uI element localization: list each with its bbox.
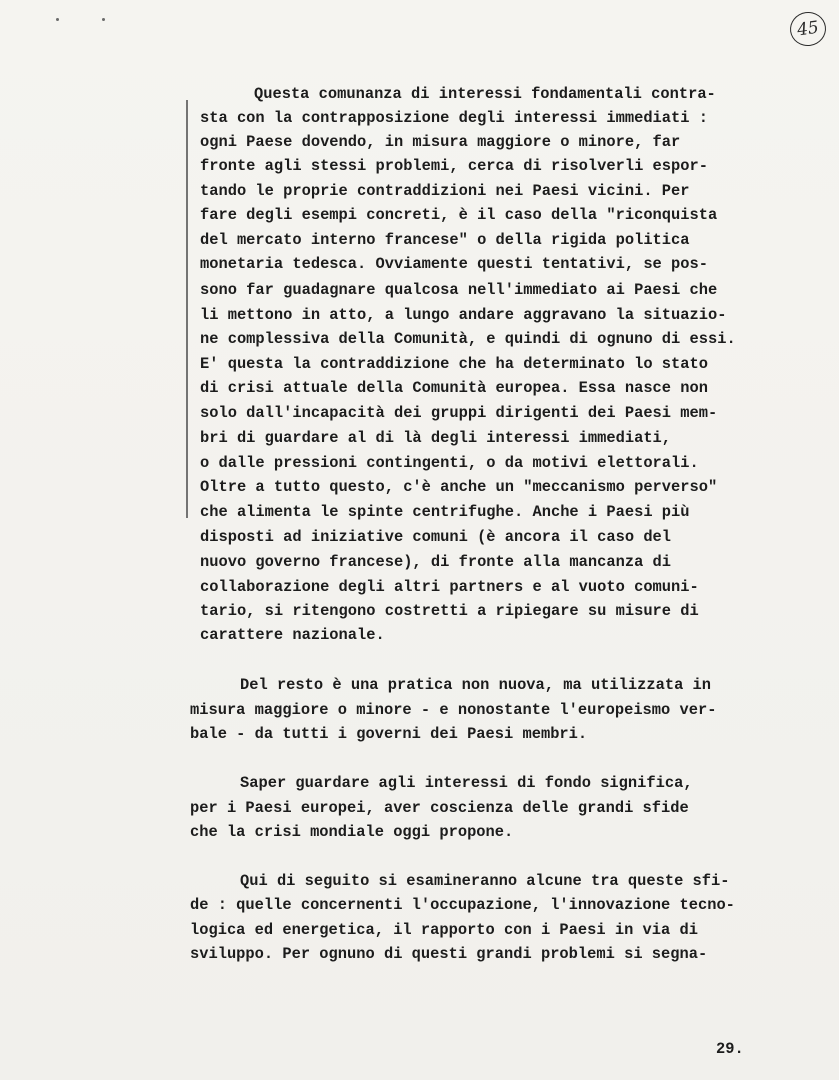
text-line: solo dall'incapacità dei gruppi dirigenti dei Paesi mem- [200, 404, 718, 422]
text-line: Questa comunanza di interessi fondamentali contra- [254, 85, 716, 103]
scan-speck [102, 18, 105, 21]
text-line: Saper guardare agli interessi di fondo significa, [240, 774, 693, 792]
text-line: misura maggiore o minore - e nonostante l'europeismo ver- [190, 701, 717, 719]
margin-mark [186, 100, 188, 518]
text-line: ne complessiva della Comunità, e quindi di ognuno di essi. [200, 330, 736, 348]
text-line: Qui di seguito si esamineranno alcune tra queste sfi- [240, 872, 730, 890]
text-line: che alimenta le spinte centrifughe. Anche i Paesi più [200, 503, 690, 521]
text-line: nuovo governo francese), di fronte alla mancanza di [200, 553, 672, 571]
text-line: li mettono in atto, a lungo andare aggravano la situazio- [200, 306, 727, 324]
text-line: ogni Paese dovendo, in misura maggiore o minore, far [200, 133, 681, 151]
text-line: che la crisi mondiale oggi propone. [190, 823, 514, 841]
text-line: disposti ad iniziative comuni (è ancora il caso del [200, 528, 672, 546]
text-line: Oltre a tutto questo, c'è anche un "meccanismo perverso" [200, 478, 718, 496]
text-line: de : quelle concernenti l'occupazione, l'innovazione tecno- [190, 896, 735, 914]
text-line: carattere nazionale. [200, 626, 385, 644]
text-line: sviluppo. Per ognuno di questi grandi problemi si segna- [190, 945, 708, 963]
text-line: o dalle pressioni contingenti, o da motivi elettorali. [200, 454, 699, 472]
text-line: per i Paesi europei, aver coscienza delle grandi sfide [190, 799, 689, 817]
text-line: sono far guadagnare qualcosa nell'immediato ai Paesi che [200, 281, 718, 299]
page-number: 29. [716, 1040, 744, 1058]
text-line: di crisi attuale della Comunità europea. Essa nasce non [200, 379, 708, 397]
text-line: Del resto è una pratica non nuova, ma utilizzata in [240, 676, 712, 694]
text-line: del mercato interno francese" o della rigida politica [200, 231, 690, 249]
text-line: monetaria tedesca. Ovviamente questi tentativi, se pos- [200, 255, 708, 273]
handwritten-page-annotation: 45 [788, 10, 828, 49]
text-line: E' questa la contraddizione che ha determinato lo stato [200, 355, 708, 373]
text-line: collaborazione degli altri partners e al vuoto comuni- [200, 578, 699, 596]
text-line: logica ed energetica, il rapporto con i Paesi in via di [190, 921, 698, 939]
text-line: bale - da tutti i governi dei Paesi membri. [190, 725, 588, 743]
text-line: bri di guardare al di là degli interessi immediati, [200, 429, 672, 447]
text-line: tario, si ritengono costretti a ripiegare su misure di [200, 602, 699, 620]
text-line: sta con la contrapposizione degli interessi immediati : [200, 109, 708, 127]
text-line: fronte agli stessi problemi, cerca di risolverli espor- [200, 157, 708, 175]
text-line: fare degli esempi concreti, è il caso della "riconquista [200, 206, 718, 224]
text-line: tando le proprie contraddizioni nei Paesi vicini. Per [200, 182, 690, 200]
scan-speck [56, 18, 59, 21]
